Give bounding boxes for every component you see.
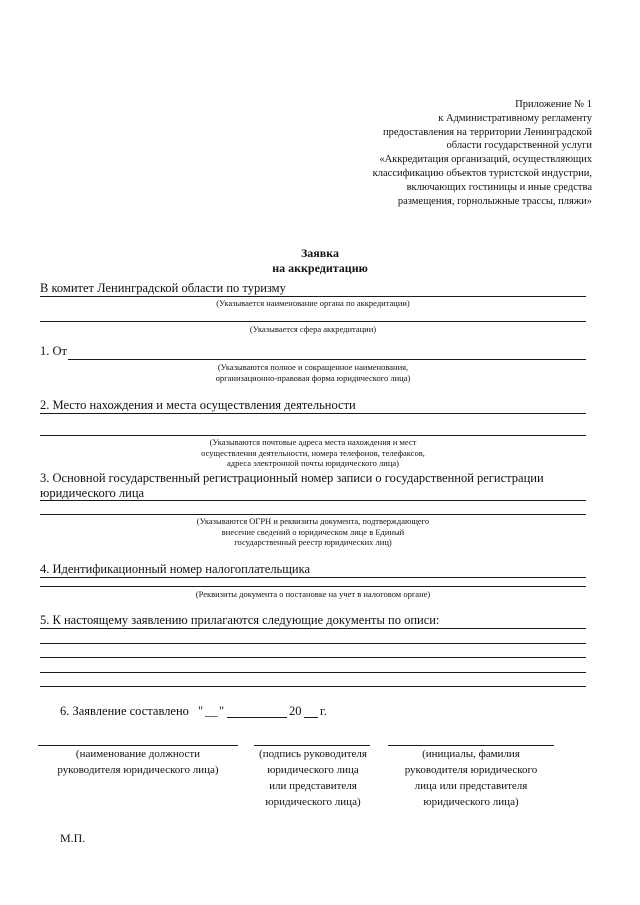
date-year-prefix: 20 (289, 704, 302, 718)
document-list-line (40, 686, 586, 687)
appendix-line: области государственной услуги (446, 140, 592, 152)
date-year-suffix: г. (320, 704, 327, 718)
addressee-line (40, 296, 586, 297)
section-4-label: 4. Идентификационный номер налогоплательщика (40, 562, 311, 576)
appendix-line: «Аккредитация организаций, осуществляющих (379, 154, 592, 166)
document-list-line (40, 672, 586, 673)
appendix-line: классификацию объектов туристской индустрии, (372, 167, 592, 179)
date-year-line (304, 717, 318, 718)
appendix-header (330, 98, 592, 208)
date-quote-close: " (219, 704, 225, 718)
appendix-line: включающих гостиницы и иные средства (406, 181, 592, 193)
section-5-label: 5. К настоящему заявлению прилагаются следующие документы по описи: (40, 613, 440, 627)
section-4-line (40, 577, 586, 578)
position-caption: (наименование должности руководителя юридического лица) (57, 748, 219, 776)
appendix-line: к Административному регламенту (438, 112, 592, 124)
section-2-label: 2. Место нахождения и места осуществления деятельности (40, 398, 356, 412)
appendix-line: предоставления на территории Ленинградской (382, 126, 592, 138)
date-day-blank: __ (205, 704, 218, 718)
document-list-line (40, 657, 586, 658)
appendix-line: Приложение № 1 (515, 99, 592, 110)
section-3-hint: (Указываются ОГРН и реквизиты документа, подтверждающего внесение сведений о юридическом лице в Единый государственный реестр юридических лиц) (196, 516, 430, 548)
section-2-hint: (Указываются почтовые адреса места нахождения и мест осуществления деятельности, номера телефонов, телефаксов, адреса электронной почты юридического лица) (201, 437, 425, 469)
document-list-line (40, 628, 586, 629)
stamp-place: М.П. (60, 831, 86, 845)
date-quote-open: " (198, 704, 204, 718)
accreditation-scope-hint: (Указывается сфера аккредитации) (249, 324, 377, 334)
section-2-line-2 (40, 435, 586, 436)
section-4-hint: (Реквизиты документа о постановке на учет в налоговом органе) (195, 589, 431, 599)
section-3-line (40, 500, 586, 501)
section-1-label: 1. От (40, 344, 67, 358)
accreditation-scope-line (40, 321, 586, 322)
document-subtitle: на аккредитацию (272, 261, 368, 275)
initials-caption: (инициалы, фамилия руководителя юридического лица или представителя юридического лица) (404, 748, 538, 808)
section-3-label-cont: юридического лица (40, 486, 145, 500)
section-4-line-2 (40, 586, 586, 587)
signature-caption: (подпись руководителя юридического лица или представителя юридического лица) (259, 748, 367, 808)
section-1-line (68, 359, 586, 360)
date-month-line (227, 717, 287, 718)
section-3-line-2 (40, 514, 586, 515)
document-list-line (40, 643, 586, 644)
section-2-line (40, 413, 586, 414)
section-6-label: 6. Заявление составлено (60, 704, 189, 718)
appendix-line: размещения, горнолыжные трассы, пляжи» (397, 195, 592, 207)
section-3-label: 3. Основной государственный регистрационный номер записи о государственной регистрации (40, 471, 544, 485)
addressee-text: В комитет Ленинградской области по туризму (40, 281, 286, 295)
section-1-hint: (Указываются полное и сокращенное наименования, организационно-правовая форма юридического лица) (215, 362, 411, 383)
addressee-hint: (Указывается наименование органа по аккредитации) (216, 298, 410, 308)
document-title: Заявка (300, 246, 340, 260)
